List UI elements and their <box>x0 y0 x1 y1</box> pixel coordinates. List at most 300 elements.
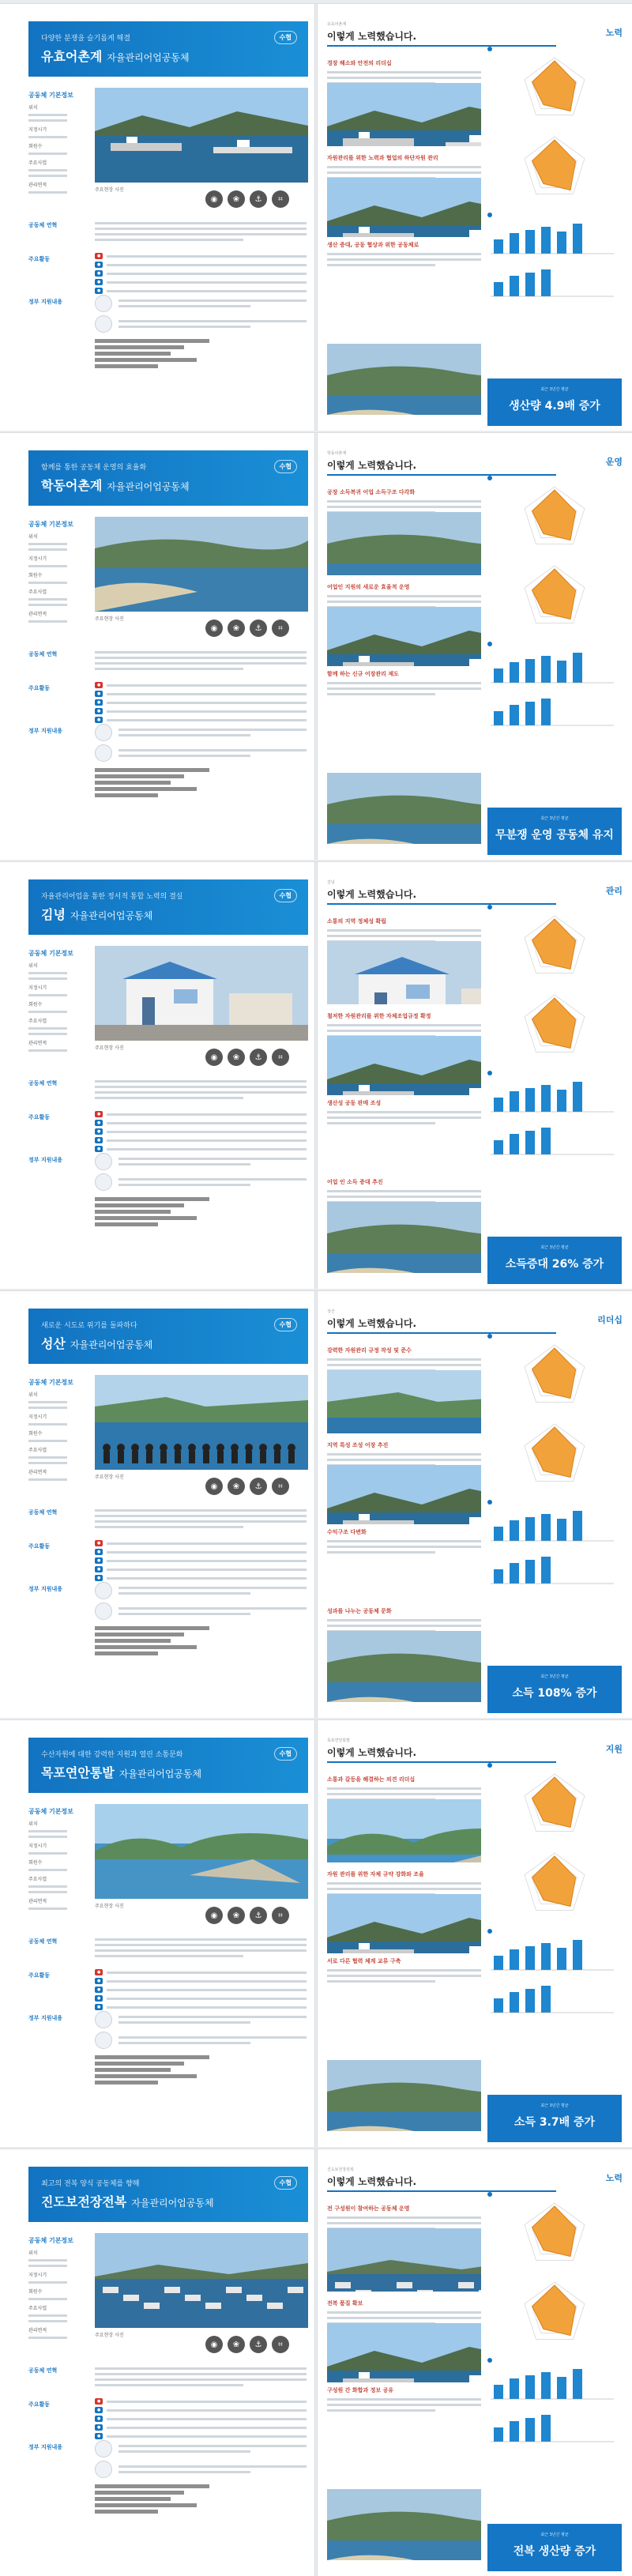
suhyup-emblem-icon <box>95 2461 112 2478</box>
community-kind: 자율관리어업공동체 <box>118 1768 202 1779</box>
suhyup-logo: 수협 <box>274 1747 297 1761</box>
indicator-column <box>487 2192 622 2571</box>
net-icon: ⌗ <box>272 1478 289 1495</box>
summary-box <box>487 808 622 855</box>
boat-icon: ⚓ <box>250 1478 267 1495</box>
article-heading: 어업인 지원의 새로운 효율적 운영 <box>327 584 410 590</box>
bar-chart-1 <box>487 2363 622 2405</box>
radar-chart <box>507 51 622 130</box>
community-title <box>41 47 190 65</box>
radar-chart-2 <box>507 1847 622 1926</box>
suhyup-logo: 수협 <box>274 460 297 473</box>
region-label: 위치 <box>28 1392 38 1398</box>
community-title <box>41 1334 152 1352</box>
community-label: 목포연안통발 <box>327 1738 350 1743</box>
effort-photo-2 <box>327 2323 481 2382</box>
indicator-column <box>487 905 622 1284</box>
suhyup-emblem-icon <box>95 744 112 762</box>
effort-photo-1 <box>327 512 481 575</box>
activity-icons <box>205 190 289 208</box>
photo-caption: 주요현장 사진 <box>95 1474 124 1480</box>
region-label: 위치 <box>28 963 38 969</box>
effort-photo-3 <box>327 1631 481 1702</box>
activity-icons <box>205 1049 289 1066</box>
keyword: 리더십 <box>597 1315 623 1325</box>
support-bars <box>95 768 222 797</box>
effort-photo-1 <box>327 1799 481 1862</box>
community-label: 학동어촌계 <box>327 451 347 456</box>
rules-heading: 주요활동 <box>28 2401 51 2408</box>
basic-info-heading: 공동체 기본정보 <box>28 92 73 99</box>
rules-list: ● ● ● ● ● <box>95 1967 307 2013</box>
summary-box <box>487 378 622 426</box>
members-label: 회원수 <box>28 2289 43 2295</box>
net-icon: ⌗ <box>272 1907 289 1924</box>
effort-photo-2 <box>327 1465 481 1524</box>
founded-label: 지정시기 <box>28 1843 47 1849</box>
summary-value: 무분쟁 운영 공동체 유지 <box>495 829 614 842</box>
effort-photo-3 <box>327 1202 481 1273</box>
article-heading: 철저한 자원관리를 위한 자체조업규정 확정 <box>327 1013 431 1019</box>
bar-chart-2 <box>487 260 622 303</box>
gov-emblem-icon <box>95 724 112 741</box>
article-heading: 전복 품질 확보 <box>327 2300 363 2307</box>
spread-1 <box>0 3 632 430</box>
effort-heading: 이렇게 노력했습니다. <box>327 1747 417 1758</box>
suhyup-emblem-icon <box>95 1173 112 1191</box>
basic-info <box>28 91 84 197</box>
founded-label: 지정시기 <box>28 985 47 991</box>
site-photo <box>95 1804 308 1899</box>
suhyup-emblem-icon <box>95 315 112 333</box>
bar-chart-2 <box>487 2405 622 2448</box>
fish-icon: ◉ <box>205 2336 223 2353</box>
region-label: 위치 <box>28 2250 38 2256</box>
spread-2 <box>0 432 632 859</box>
article-text <box>327 1966 481 1986</box>
support-bars <box>95 1197 222 1226</box>
support-block <box>95 724 307 800</box>
suhyup-emblem-icon <box>95 2032 112 2049</box>
region-label: 위치 <box>28 1821 38 1827</box>
radar-chart <box>507 480 622 559</box>
effort-photo-2 <box>327 1036 481 1095</box>
history-text <box>95 1935 307 1960</box>
gov-emblem-icon <box>95 2440 112 2457</box>
effort-heading: 이렇게 노력했습니다. <box>327 889 417 900</box>
radar-chart <box>507 2197 622 2276</box>
left-page <box>0 1291 314 1718</box>
region-label: 위치 <box>28 534 38 540</box>
area-label: 관리면적 <box>28 1470 47 1475</box>
effort-heading: 이렇게 노력했습니다. <box>327 31 417 42</box>
gov-emblem-icon <box>95 1153 112 1170</box>
article-heading: 생산 증대, 공동 협상과 위한 공동체로 <box>327 242 419 248</box>
left-page <box>0 4 314 431</box>
keyword: 지원 <box>605 1744 623 1754</box>
bar-chart-1 <box>487 1505 622 1547</box>
banner-subtitle: 수산자원에 대한 강력한 지원과 열린 소통문화 <box>41 1751 183 1759</box>
shell-icon: ❀ <box>228 620 245 637</box>
history-text <box>95 1077 307 1102</box>
support-heading: 정부 지원내용 <box>28 2444 63 2450</box>
history-text <box>95 1506 307 1531</box>
fish-icon: ◉ <box>205 190 223 208</box>
summary-label: 최근 3년간 평균 <box>540 816 569 821</box>
indicator-column <box>487 1763 622 2142</box>
left-page <box>0 433 314 860</box>
right-page <box>318 1720 632 2147</box>
area-label: 관리면적 <box>28 1899 47 1904</box>
founded-label: 지정시기 <box>28 2273 47 2278</box>
fish-icon: ◉ <box>205 1907 223 1924</box>
article-heading: 성과를 나누는 공동체 문화 <box>327 1608 392 1614</box>
support-block <box>95 2011 307 2087</box>
left-page <box>0 1720 314 2147</box>
article-heading: 지역 특성 조성 어장 추진 <box>327 1442 389 1448</box>
photo-caption: 주요현장 사진 <box>95 187 124 193</box>
history-heading: 공동체 연혁 <box>28 2367 58 2374</box>
activity-icons <box>205 620 289 637</box>
bar-chart-1 <box>487 217 622 260</box>
bullet-icon <box>487 47 492 51</box>
spread-6 <box>0 2149 632 2575</box>
support-heading: 정부 지원내용 <box>28 728 63 734</box>
community-name: 학동어촌계 <box>41 478 103 493</box>
area-label: 관리면적 <box>28 2328 47 2333</box>
support-heading: 정부 지원내용 <box>28 1157 63 1163</box>
fish-icon: ◉ <box>205 1478 223 1495</box>
support-heading: 정부 지원내용 <box>28 299 63 305</box>
community-title <box>41 905 152 923</box>
radar-chart <box>507 1768 622 1847</box>
effort-photo-1 <box>327 83 481 146</box>
community-title <box>41 476 190 494</box>
area-label: 관리면적 <box>28 183 47 188</box>
bullet-icon <box>487 1334 492 1339</box>
activity-icons <box>205 2336 289 2353</box>
article-heading: 강력한 자원관리 규정 작성 및 준수 <box>327 1347 412 1354</box>
effort-photo-1 <box>327 1370 481 1433</box>
effort-photo-3 <box>327 2060 481 2131</box>
article-heading: 어업 인 소득 증대 추진 <box>327 1179 383 1185</box>
business-label: 주요사업 <box>28 2306 47 2311</box>
summary-box <box>487 1666 622 1713</box>
history-heading: 공동체 연혁 <box>28 1080 58 1087</box>
article-heading: 전 구성원이 참여하는 공동체 운영 <box>327 2205 410 2212</box>
support-heading: 정부 지원내용 <box>28 1586 63 1592</box>
community-label: 유효어촌계 <box>327 22 347 27</box>
shell-icon: ❀ <box>228 1478 245 1495</box>
article-heading: 자원 관리를 위한 자체 규약 강화와 조율 <box>327 1871 424 1877</box>
effort-header <box>327 21 416 43</box>
site-photo <box>95 88 308 183</box>
business-label: 주요사업 <box>28 589 47 595</box>
fish-icon: ◉ <box>205 1049 223 1066</box>
community-kind: 자율관리어업공동체 <box>107 52 190 63</box>
indicator-column <box>487 476 622 855</box>
article-heading: 생산성 공동 판매 조성 <box>327 1100 382 1106</box>
community-name: 목포연안통발 <box>41 1765 115 1780</box>
effort-photo-2 <box>327 607 481 666</box>
gov-emblem-icon <box>95 2011 112 2028</box>
suhyup-logo: 수협 <box>274 31 297 44</box>
basic-info <box>28 1807 84 1913</box>
members-label: 회원수 <box>28 573 43 578</box>
article-heading: 소통과 갈등을 해결하는 의견 리더십 <box>327 1776 416 1783</box>
effort-header <box>327 1309 416 1330</box>
shell-icon: ❀ <box>228 2336 245 2353</box>
shell-icon: ❀ <box>228 190 245 208</box>
community-name: 김녕 <box>41 907 66 922</box>
effort-header <box>327 2167 416 2188</box>
article-text <box>327 1108 481 1128</box>
effort-heading: 이렇게 노력했습니다. <box>327 1318 417 1329</box>
article-heading: 구성원 간 화합과 정보 공유 <box>327 2387 394 2393</box>
community-kind: 자율관리어업공동체 <box>70 910 153 921</box>
keyword: 운영 <box>605 457 623 467</box>
basic-info-heading: 공동체 기본정보 <box>28 1808 73 1815</box>
community-name: 진도보전장전복 <box>41 2194 127 2209</box>
radar-chart-2 <box>507 559 622 638</box>
site-photo <box>95 2233 308 2328</box>
suhyup-emblem-icon <box>95 1602 112 1620</box>
support-bars <box>95 339 222 368</box>
bullet-icon <box>487 1763 492 1768</box>
founded-label: 지정시기 <box>28 556 47 562</box>
bar-chart-2 <box>487 1118 622 1161</box>
members-label: 회원수 <box>28 1431 43 1437</box>
basic-info-heading: 공동체 기본정보 <box>28 2237 73 2244</box>
community-banner <box>28 21 308 77</box>
summary-label: 최근 3년간 평균 <box>540 2103 569 2108</box>
community-title <box>41 2192 214 2210</box>
summary-box <box>487 2524 622 2571</box>
basic-info <box>28 520 84 626</box>
article-heading: 자원관리를 위한 노력과 협업의 하단자원 관리 <box>327 155 438 161</box>
boat-icon: ⚓ <box>250 2336 267 2353</box>
business-label: 주요사업 <box>28 160 47 166</box>
effort-photo-3 <box>327 773 481 844</box>
support-bars <box>95 1626 222 1655</box>
support-block <box>95 2440 307 2516</box>
effort-photo-3 <box>327 344 481 415</box>
basic-info <box>28 1378 84 1484</box>
indicator-column <box>487 47 622 426</box>
bar-chart-2 <box>487 1976 622 2019</box>
support-bars <box>95 2484 222 2514</box>
community-banner <box>28 1309 308 1364</box>
support-block <box>95 1153 307 1229</box>
summary-label: 최근 3년간 평균 <box>540 1245 569 1250</box>
community-label: 김녕 <box>327 880 335 885</box>
article-heading: 공장 소득복귀 어업 소득구조 다각화 <box>327 489 416 495</box>
right-page <box>318 2149 632 2576</box>
gov-emblem-icon <box>95 1582 112 1599</box>
rules-list: ● ● ● ● ● <box>95 680 307 725</box>
support-heading: 정부 지원내용 <box>28 2015 63 2021</box>
radar-chart <box>507 1339 622 1418</box>
members-label: 회원수 <box>28 1860 43 1866</box>
fish-icon: ◉ <box>205 620 223 637</box>
site-photo <box>95 946 308 1041</box>
business-label: 주요사업 <box>28 1448 47 1453</box>
activity-icons <box>205 1907 289 1924</box>
effort-photo-2 <box>327 1894 481 1953</box>
suhyup-logo: 수협 <box>274 1318 297 1331</box>
business-label: 주요사업 <box>28 1019 47 1024</box>
history-text <box>95 648 307 673</box>
suhyup-logo: 수협 <box>274 2176 297 2190</box>
bar-chart-1 <box>487 646 622 689</box>
history-text <box>95 219 307 244</box>
bar-chart-2 <box>487 689 622 732</box>
rules-list: ● ● ● ● ● <box>95 1538 307 1584</box>
boat-icon: ⚓ <box>250 1049 267 1066</box>
net-icon: ⌗ <box>272 2336 289 2353</box>
area-label: 관리면적 <box>28 612 47 617</box>
article-text <box>327 1537 481 1557</box>
boat-icon: ⚓ <box>250 190 267 208</box>
business-label: 주요사업 <box>28 1877 47 1882</box>
summary-value: 소득 108% 증가 <box>512 1687 597 1700</box>
bullet-icon <box>487 2192 492 2197</box>
region-label: 위치 <box>28 105 38 111</box>
community-kind: 자율관리어업공동체 <box>70 1339 153 1350</box>
community-kind: 자율관리어업공동체 <box>131 2198 214 2209</box>
summary-label: 최근 3년간 평균 <box>540 387 569 392</box>
founded-label: 지정시기 <box>28 1414 47 1420</box>
summary-label: 최근 3년간 평균 <box>540 2533 569 2537</box>
bullet-icon <box>487 476 492 480</box>
community-label: 진도보전장전복 <box>327 2167 354 2172</box>
community-banner <box>28 450 308 506</box>
summary-value: 전복 생산량 증가 <box>513 2545 596 2558</box>
suhyup-logo: 수협 <box>274 889 297 902</box>
photo-caption: 주요현장 사진 <box>95 1904 124 1909</box>
radar-chart-2 <box>507 130 622 209</box>
activity-icons <box>205 1478 289 1495</box>
history-heading: 공동체 연혁 <box>28 1938 58 1945</box>
photo-caption: 주요현장 사진 <box>95 616 124 622</box>
spread-3 <box>0 861 632 1288</box>
keyword: 관리 <box>605 886 623 896</box>
gov-emblem-icon <box>95 295 112 312</box>
members-label: 회원수 <box>28 1002 43 1007</box>
bar-chart-1 <box>487 1075 622 1118</box>
photo-caption: 주요현장 사진 <box>95 2333 124 2338</box>
support-bars <box>95 2055 222 2085</box>
article-text <box>327 2395 481 2415</box>
rules-heading: 주요활동 <box>28 256 51 262</box>
basic-info <box>28 949 84 1055</box>
history-heading: 공동체 연혁 <box>28 1509 58 1516</box>
article-heading: 소통의 지역 정체성 확립 <box>327 918 386 925</box>
history-heading: 공동체 연혁 <box>28 222 58 228</box>
rules-heading: 주요활동 <box>28 685 51 691</box>
rules-heading: 주요활동 <box>28 1543 51 1550</box>
summary-box <box>487 2095 622 2142</box>
basic-info-heading: 공동체 기본정보 <box>28 1379 73 1386</box>
effort-photo-3 <box>327 2489 481 2560</box>
community-banner <box>28 1738 308 1793</box>
effort-header <box>327 879 416 901</box>
community-banner <box>28 879 308 935</box>
keyword: 노력 <box>605 28 623 38</box>
community-kind: 자율관리어업공동체 <box>107 481 190 492</box>
shell-icon: ❀ <box>228 1907 245 1924</box>
rules-list: ● ● ● ● ● <box>95 2396 307 2442</box>
article-heading: 경장 해소와 안전의 리더십 <box>327 60 392 66</box>
radar-chart-2 <box>507 1418 622 1497</box>
left-page <box>0 862 314 1289</box>
photo-caption: 주요현장 사진 <box>95 1045 124 1051</box>
rules-heading: 주요활동 <box>28 1114 51 1120</box>
bar-chart-2 <box>487 1547 622 1590</box>
radar-chart-2 <box>507 2276 622 2355</box>
right-page <box>318 862 632 1289</box>
radar-chart <box>507 910 622 989</box>
history-text <box>95 2364 307 2390</box>
effort-header <box>327 450 416 472</box>
right-page <box>318 4 632 431</box>
area-label: 관리면적 <box>28 1041 47 1046</box>
spread-5 <box>0 1719 632 2146</box>
article-heading: 서로 다른 협력 체계 교류 구축 <box>327 1958 401 1964</box>
indicator-column <box>487 1334 622 1713</box>
summary-box <box>487 1237 622 1284</box>
right-page <box>318 1291 632 1718</box>
rules-list: ● ● ● ● ● <box>95 1109 307 1154</box>
support-block <box>95 1582 307 1658</box>
summary-value: 소득 3.7배 증가 <box>514 2116 596 2129</box>
community-title <box>41 1763 201 1781</box>
history-heading: 공동체 연혁 <box>28 651 58 657</box>
rules-list: ● ● ● ● ● <box>95 250 307 296</box>
bullet-icon <box>487 905 492 910</box>
left-page <box>0 2149 314 2576</box>
community-name: 유효어촌계 <box>41 49 103 64</box>
bar-chart-1 <box>487 1934 622 1976</box>
keyword: 노력 <box>605 2173 623 2183</box>
summary-value: 생산량 4.9배 증가 <box>509 400 600 412</box>
boat-icon: ⚓ <box>250 1907 267 1924</box>
effort-photo-2 <box>327 178 481 237</box>
banner-subtitle: 함께를 통한 공동체 운영의 효율화 <box>41 464 147 472</box>
community-label: 성산 <box>327 1309 335 1314</box>
article-text <box>327 250 481 269</box>
effort-header <box>327 1738 416 1759</box>
effort-heading: 이렇게 노력했습니다. <box>327 460 417 471</box>
net-icon: ⌗ <box>272 620 289 637</box>
right-page <box>318 433 632 860</box>
basic-info <box>28 2236 84 2342</box>
banner-subtitle: 자율관리어업을 통한 정서적 통합 노력의 결실 <box>41 893 183 901</box>
article-text <box>327 679 481 699</box>
community-banner <box>28 2167 308 2222</box>
net-icon: ⌗ <box>272 190 289 208</box>
boat-icon: ⚓ <box>250 620 267 637</box>
members-label: 회원수 <box>28 144 43 149</box>
support-block <box>95 295 307 371</box>
banner-subtitle: 새로운 시도로 위기를 돌파하다 <box>41 1322 137 1330</box>
net-icon: ⌗ <box>272 1049 289 1066</box>
basic-info-heading: 공동체 기본정보 <box>28 950 73 957</box>
shell-icon: ❀ <box>228 1049 245 1066</box>
radar-chart-2 <box>507 989 622 1068</box>
summary-value: 소득증대 26% 증가 <box>505 1258 604 1271</box>
site-photo <box>95 1375 308 1470</box>
